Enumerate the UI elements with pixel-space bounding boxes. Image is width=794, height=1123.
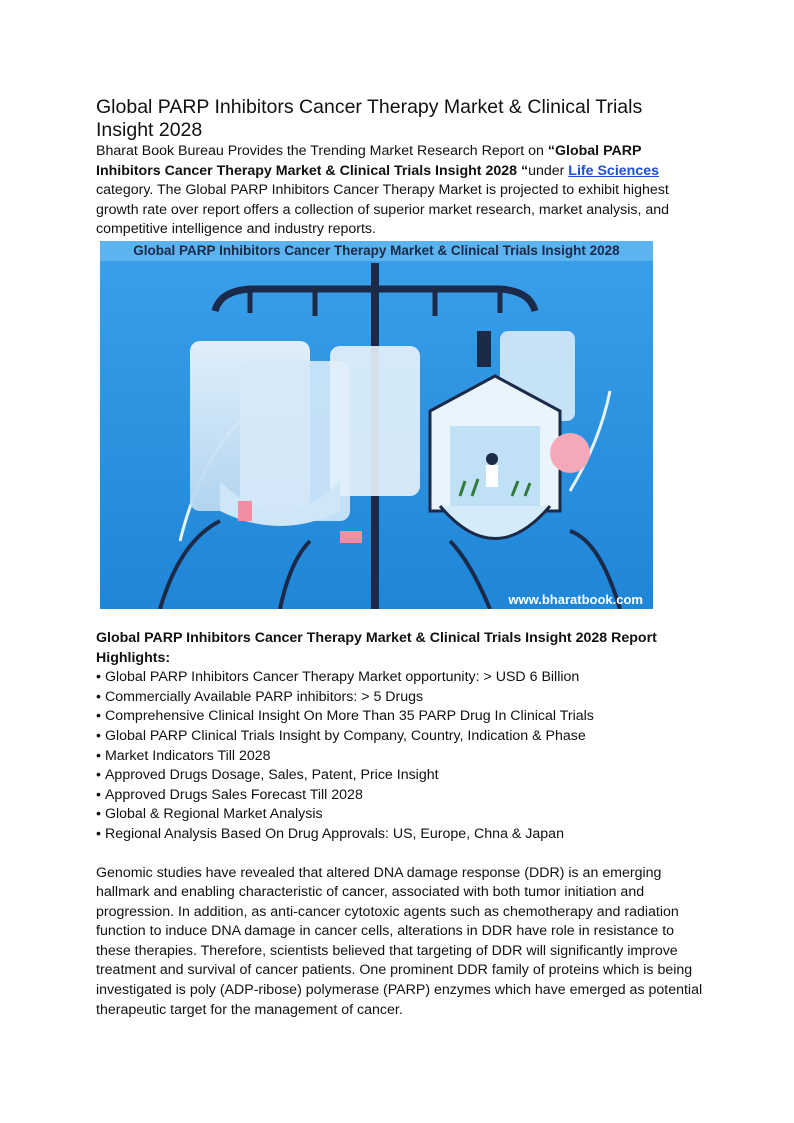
hero-image (100, 241, 653, 609)
intro-paragraph (96, 142, 704, 240)
intro-report-name: “Global PARP Inhibitors Cancer Therapy Market & Clinical Trials Insight 2028 “ (96, 143, 642, 179)
highlights-title: Global PARP Inhibitors Cancer Therapy Market & Clinical Trials Insight 2028 Report Highlights: (96, 629, 657, 666)
list-item: • Approved Drugs Sales Forecast Till 2028 (96, 786, 704, 806)
intro-text-under: under (528, 162, 569, 179)
document-page (96, 96, 704, 1020)
intro-text-before: Bharat Book Bureau Provides the Trending Market Research Report on (96, 143, 548, 159)
list-item: • Comprehensive Clinical Insight On More Than 35 PARP Drug In Clinical Trials (96, 707, 704, 727)
image-banner-title: Global PARP Inhibitors Cancer Therapy Market & Clinical Trials Insight 2028 (133, 242, 620, 258)
iv-drip-illustration (100, 241, 653, 609)
list-item: • Market Indicators Till 2028 (96, 747, 704, 767)
highlights-list (96, 668, 704, 844)
image-watermark-url: www.bharatbook.com (508, 591, 643, 607)
list-item: • Regional Analysis Based On Drug Approvals: US, Europe, Chna & Japan (96, 825, 704, 845)
list-item: • Global & Regional Market Analysis (96, 805, 704, 825)
list-item: • Approved Drugs Dosage, Sales, Patent, Price Insight (96, 766, 704, 786)
intro-text-after: category. The Global PARP Inhibitors Cancer Therapy Market is projected to exhibit highest growth rate over report offers a collection of superior market research, market analysis, and competitive intelligence and industry reports. (96, 182, 670, 238)
life-sciences-link[interactable]: Life Sciences (568, 162, 659, 179)
document-title: Global PARP Inhibitors Cancer Therapy Market & Clinical Trials Insight 2028 (96, 96, 643, 141)
list-item: • Global PARP Clinical Trials Insight by Company, Country, Indication & Phase (96, 727, 704, 747)
list-item: • Commercially Available PARP inhibitors: > 5 Drugs (96, 688, 704, 708)
body-paragraph: Genomic studies have revealed that altered DNA damage response (DDR) is an emerging hallmark and enabling characteristic of cancer, associated with both tumor initiation and progression. In addition, as anti-cancer cytotoxic agents such as chemotherapy and radiation function to induce DNA damage in cancer cells, alterations in DDR have role in resistance to these therapies. Therefore, scientists believed that targeting of DDR will significantly improve treatment and survival of cancer patients. One prominent DDR family of proteins which is being investigated is poly (ADP-ribose) polymerase (PARP) enzymes which have emerged as potential therapeutic target for the management of cancer. (96, 864, 703, 1018)
list-item: • Global PARP Inhibitors Cancer Therapy Market opportunity: > USD 6 Billion (96, 668, 704, 688)
